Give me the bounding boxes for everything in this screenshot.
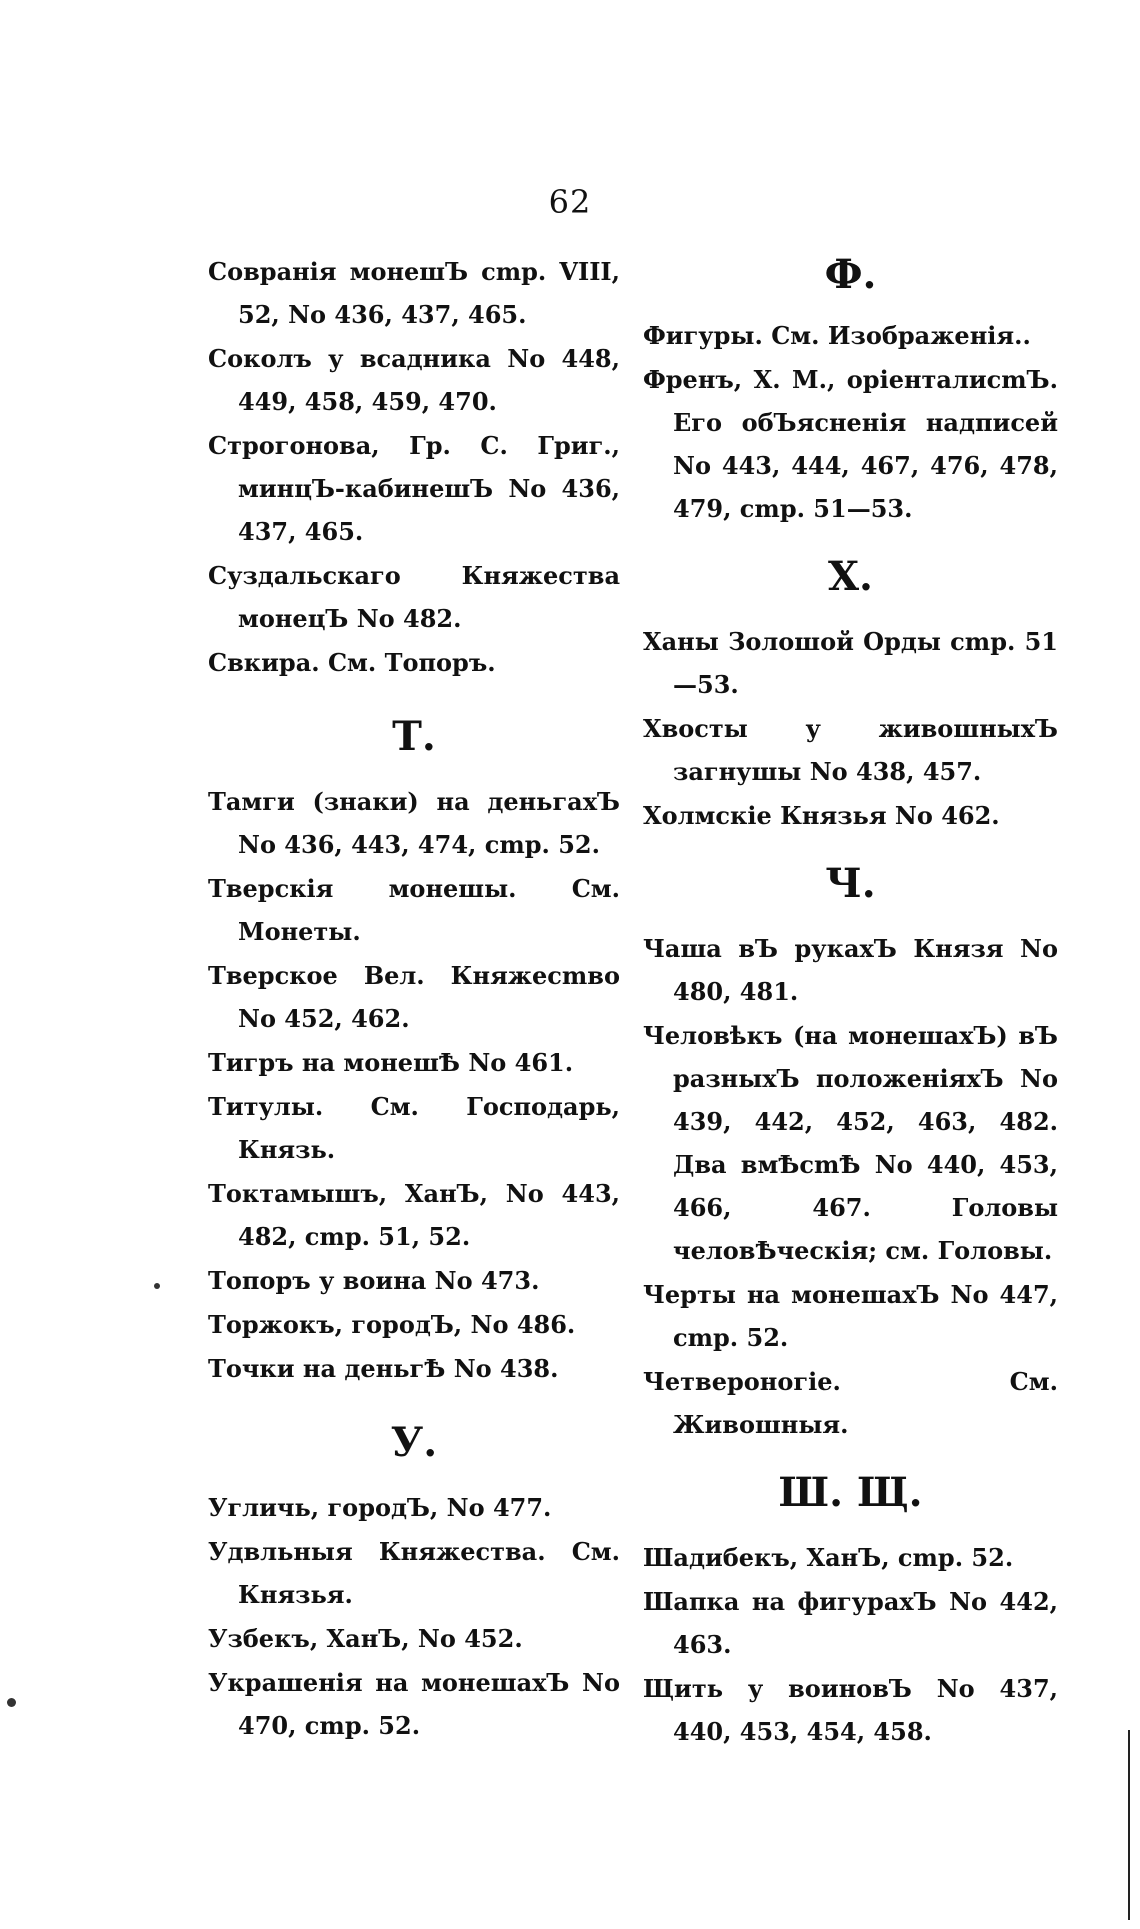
index-entry: Соколъ у всадника No 448, 449, 458, 459, 470. xyxy=(208,344,620,416)
section-letter-heading: Х. xyxy=(828,553,873,600)
index-column-left xyxy=(208,250,620,1748)
index-entry: Суздальскаго Княжества монецЪ No 482. xyxy=(208,561,620,633)
index-entry: Удвльныя Княжества. См. Князья. xyxy=(208,1537,620,1609)
index-entry: Четвероногіе. См. Живошныя. xyxy=(643,1367,1058,1439)
index-entry: Совранія монешЪ сmр. VIII, 52, No 436, 437, 465. xyxy=(208,257,620,329)
index-entry: Свкира. См. Топоръ. xyxy=(208,648,496,677)
index-entry: Титулы. См. Господарь, Князь. xyxy=(208,1092,620,1164)
index-entry: Чаша вЪ рукахЪ Князя No 480, 481. xyxy=(643,934,1058,1006)
index-entry: Токтамышъ, ХанЪ, No 443, 482, сmр. 51, 52. xyxy=(208,1179,620,1251)
index-entry: Топоръ у воина No 473. xyxy=(208,1266,540,1295)
page-edge-line xyxy=(1128,1730,1130,1920)
index-entry: Узбекъ, ХанЪ, No 452. xyxy=(208,1624,523,1653)
section-letter-heading: Т. xyxy=(392,713,436,760)
index-entry: Шапка на фигурахЪ No 442, 463. xyxy=(643,1587,1058,1659)
section-letter-heading: У. xyxy=(390,1419,438,1466)
section-letter-heading: Ч. xyxy=(825,860,876,907)
index-column-right xyxy=(643,250,1058,1754)
index-entry: Точки на деньгѢ No 438. xyxy=(208,1354,559,1383)
index-entry: Ханы Золошой Орды сmр. 51—53. xyxy=(643,627,1058,699)
margin-speck xyxy=(7,1698,16,1707)
index-entry: Тамги (знаки) на деньгахЪ No 436, 443, 474, сmр. 52. xyxy=(208,787,620,859)
index-entry: Тигръ на монешѢ No 461. xyxy=(208,1048,574,1077)
section-letter-heading: Ф. xyxy=(824,251,877,298)
index-entry: Человѣкъ (на монешахЪ) вЪ разныхЪ положеніяхЪ No 439, 442, 452, 463, 482. Два вмѢсmѢ No 440, 453, 466, 467. Головы человѢческія; см. Головы. xyxy=(643,1021,1058,1265)
index-entry: Строгонова, Гр. С. Григ., минцЪ-кабинешЪ No 436, 437, 465. xyxy=(208,431,620,546)
index-entry: Холмскіе Князья No 462. xyxy=(643,801,1000,830)
index-entry: Торжокъ, городЪ, No 486. xyxy=(208,1310,576,1339)
index-entry: Угличь, городЪ, No 477. xyxy=(208,1493,552,1522)
index-entry: Шадибекъ, ХанЪ, сmр. 52. xyxy=(643,1543,1014,1572)
index-entry: Щить у воиновЪ No 437, 440, 453, 454, 458. xyxy=(643,1674,1058,1746)
index-entry: Френъ, Х. М., оріенталисmЪ. Его обЪясненія надписей No 443, 444, 467, 476, 478, 479, сmр. 51—53. xyxy=(643,365,1058,523)
index-entry: Тверскія монешы. См. Монеты. xyxy=(208,874,620,946)
index-entry: Хвосты у живошныхЪ загнушы No 438, 457. xyxy=(643,714,1058,786)
page-number: 62 xyxy=(548,183,592,221)
index-entry: Черты на монешахЪ No 447, сmр. 52. xyxy=(643,1280,1058,1352)
section-letter-heading: Ш. Щ. xyxy=(778,1469,923,1516)
index-entry: Фигуры. См. Изображенія.. xyxy=(643,321,1031,350)
index-entry: Тверское Вел. Княжесmво No 452, 462. xyxy=(208,961,620,1033)
margin-speck xyxy=(154,1283,160,1289)
index-entry: Украшенія на монешахЪ No 470, сmр. 52. xyxy=(208,1668,620,1740)
